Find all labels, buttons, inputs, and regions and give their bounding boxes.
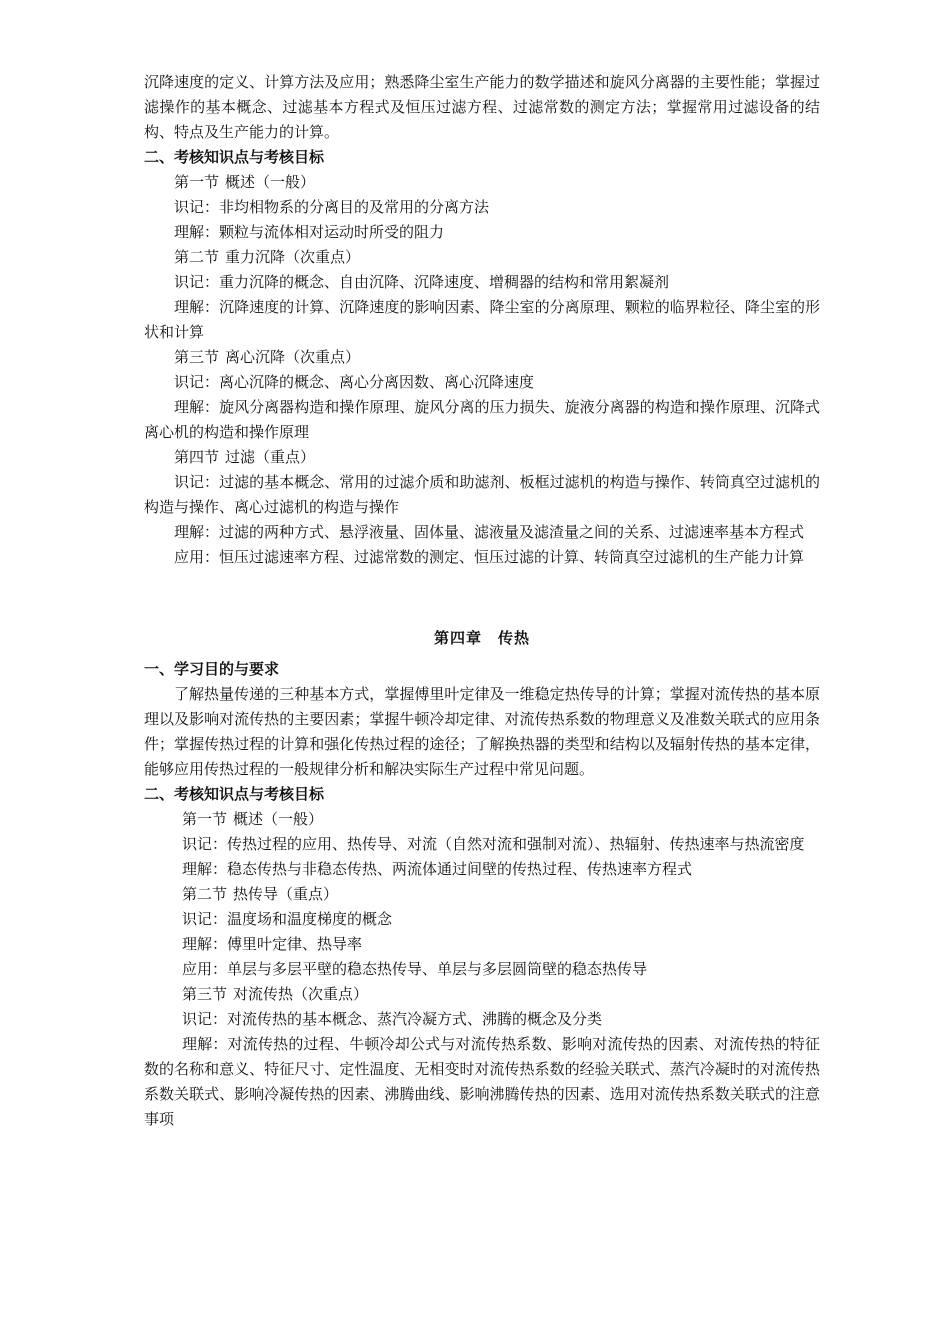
ch4-heading-assessment: 二、考核知识点与考核目标 (144, 785, 325, 803)
ch3-sec2-recall: 识记：重力沉降的概念、自由沉降、沉降速度、增稠器的结构和常用絮凝剂 (174, 273, 670, 291)
ch4-sec3-understand: 理解：对流传热的过程、牛顿冷却公式与对流传热系数、影响对流传热的因素、对流传热的特征数的名称和意义、特征尺寸、定性温度、无相变时对流传热系数的经验关联式、蒸汽冷凝时的对流传热系数关联式、影响冷凝传热的因素、沸腾曲线、影响沸腾传热的因素、选用对流传热系数关联式的注意事项 (144, 1035, 820, 1128)
ch3-sec1-understand: 理解：颗粒与流体相对运动时所受的阻力 (174, 223, 445, 241)
ch4-sec3-recall: 识记：对流传热的基本概念、蒸汽冷凝方式、沸腾的概念及分类 (182, 1010, 603, 1028)
ch3-sec1-title: 第一节 概述（一般） (174, 173, 316, 191)
ch3-sec4-title: 第四节 过滤（重点） (174, 448, 316, 466)
ch4-sec2-recall: 识记：温度场和温度梯度的概念 (182, 910, 393, 928)
ch4-intro-paragraph: 了解热量传递的三种基本方式，掌握傅里叶定律及一维稳定热传导的计算；掌握对流传热的基本原理以及影响对流传热的主要因素；掌握牛顿冷却定律、对流传热系数的物理意义及准数关联式的应用条件；掌握传热过程的计算和强化传热过程的途径；了解换热器的类型和结构以及辐射传热的基本定律，能够应用传热过程的一般规律分析和解决实际生产过程中常见问题。 (144, 685, 820, 778)
ch4-sec2-apply: 应用：单层与多层平壁的稳态热传导、单层与多层圆筒壁的稳态热传导 (182, 960, 648, 978)
ch3-sec1-recall: 识记：非均相物系的分离目的及常用的分离方法 (174, 198, 490, 216)
ch4-heading-goals: 一、学习目的与要求 (144, 660, 280, 678)
ch3-sec3-recall: 识记：离心沉降的概念、离心分离因数、离心沉降速度 (174, 373, 535, 391)
ch3-heading-assessment: 二、考核知识点与考核目标 (144, 148, 325, 166)
ch4-sec3-title: 第三节 对流传热（次重点） (182, 985, 369, 1003)
ch4-sec2-understand: 理解：傅里叶定律、热导率 (182, 935, 363, 953)
ch4-sec1-recall: 识记：传热过程的应用、热传导、对流（自然对流和强制对流）、热辐射、传热速率与热流密度 (182, 835, 805, 853)
ch3-intro-paragraph: 沉降速度的定义、计算方法及应用；熟悉降尘室生产能力的数学描述和旋风分离器的主要性能；掌握过滤操作的基本概念、过滤基本方程式及恒压过滤方程、过滤常数的测定方法；掌握常用过滤设备的结构、特点及生产能力的计算。 (144, 73, 820, 141)
document-page (144, 70, 820, 1132)
ch3-sec4-apply: 应用：恒压过滤速率方程、过滤常数的测定、恒压过滤的计算、转筒真空过滤机的生产能力计算 (174, 548, 805, 566)
ch4-sec1-understand: 理解：稳态传热与非稳态传热、两流体通过间壁的传热过程、传热速率方程式 (182, 860, 693, 878)
ch4-sec2-title: 第二节 热传导（重点） (182, 885, 339, 903)
ch3-sec2-title: 第二节 重力沉降（次重点） (174, 248, 361, 266)
ch3-sec2-understand: 理解：沉降速度的计算、沉降速度的影响因素、降尘室的分离原理、颗粒的临界粒径、降尘室的形状和计算 (144, 298, 820, 341)
ch4-sec1-title: 第一节 概述（一般） (182, 810, 324, 828)
ch3-sec4-understand: 理解：过滤的两种方式、悬浮液量、固体量、滤液量及滤渣量之间的关系、过滤速率基本方程式 (174, 523, 805, 541)
ch3-sec3-understand: 理解：旋风分离器构造和操作原理、旋风分离的压力损失、旋液分离器的构造和操作原理、沉降式离心机的构造和操作原理 (144, 398, 820, 441)
chapter4-title: 第四章 传热 (433, 629, 530, 647)
ch3-sec3-title: 第三节 离心沉降（次重点） (174, 348, 361, 366)
ch3-sec4-recall: 识记：过滤的基本概念、常用的过滤介质和助滤剂、板框过滤机的构造与操作、转筒真空过滤机的构造与操作、离心过滤机的构造与操作 (144, 473, 820, 516)
